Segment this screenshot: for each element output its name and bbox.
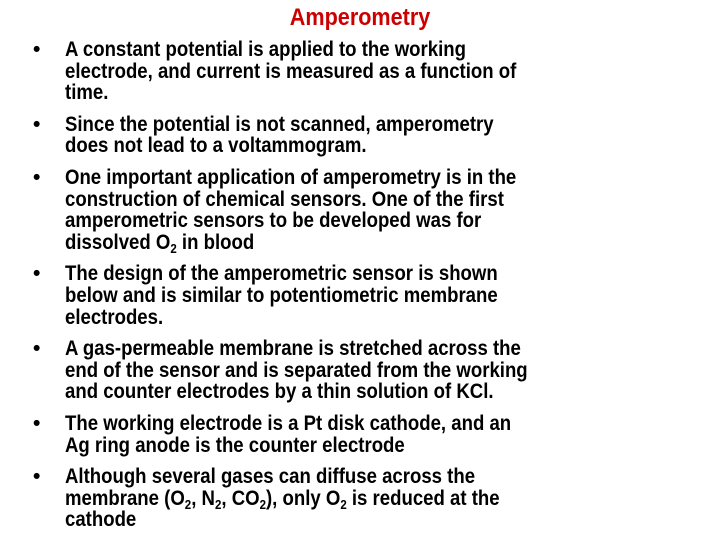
text-line: cathode [65,508,137,532]
text-line: A gas-permeable membrane is stretched across the [65,337,521,361]
text-line: The design of the amperometric sensor is shown [65,262,498,286]
subscript: 2 [340,496,347,512]
bullet-icon: • [33,465,41,489]
text-line: below and is similar to potentiometric membrane [65,283,498,307]
subscript: 2 [184,496,192,512]
text-segment: , N [191,486,215,510]
bullet-text [65,165,645,256]
bullet-item [0,466,720,531]
bullet-item [0,114,720,157]
text-line: Ag ring anode is the counter electrode [65,433,405,457]
bullet-item [0,338,720,403]
bullet-text [65,466,645,531]
bullet-text [65,338,645,403]
text-line: One important application of amperometry is in the [65,165,517,189]
bullet-item [0,413,720,456]
bullet-icon: • [33,38,41,61]
bullet-icon: • [33,262,41,286]
bullet-text [65,413,645,456]
text-line [65,232,645,254]
text-line: The working electrode is a Pt disk cathode, and an [65,411,512,435]
text-line: electrode, and current is measured as a function of [65,59,517,83]
text-segment: is reduced at the [346,486,500,510]
bullet-text [65,114,645,157]
text-line: Although several gases can diffuse across the [65,465,476,489]
text-line: does not lead to a voltammogram. [65,134,367,158]
bullet-icon: • [33,337,41,361]
subscript: 2 [170,240,177,256]
bullet-item [0,39,720,104]
text-line: A constant potential is applied to the working [65,38,466,61]
text-line: electrodes. [65,305,164,329]
text-line [65,488,645,510]
bullet-text [65,263,645,328]
slide-title: Amperometry [289,4,431,31]
text-segment: dissolved O [65,230,171,254]
bullet-icon: • [33,165,41,189]
text-line: Since the potential is not scanned, amperometry [65,112,494,136]
bullet-list [0,39,720,541]
bullet-text [65,39,645,104]
text-segment: in blood [176,230,255,254]
bullet-item [0,165,720,256]
text-segment: , CO [221,486,260,510]
text-line: amperometric sensors to be developed was for [65,209,482,233]
text-line: time. [65,81,109,105]
text-line: and counter electrodes by a thin solution of KCl. [65,380,494,404]
text-segment: ), only O [265,486,341,510]
bullet-icon: • [33,112,41,136]
bullet-icon: • [33,411,41,435]
subscript: 2 [259,496,266,512]
text-line: end of the sensor and is separated from the working [65,358,528,382]
text-line: construction of chemical sensors. One of the first [65,187,504,211]
bullet-item [0,263,720,328]
subscript: 2 [214,496,222,512]
text-segment: membrane (O [65,486,185,510]
